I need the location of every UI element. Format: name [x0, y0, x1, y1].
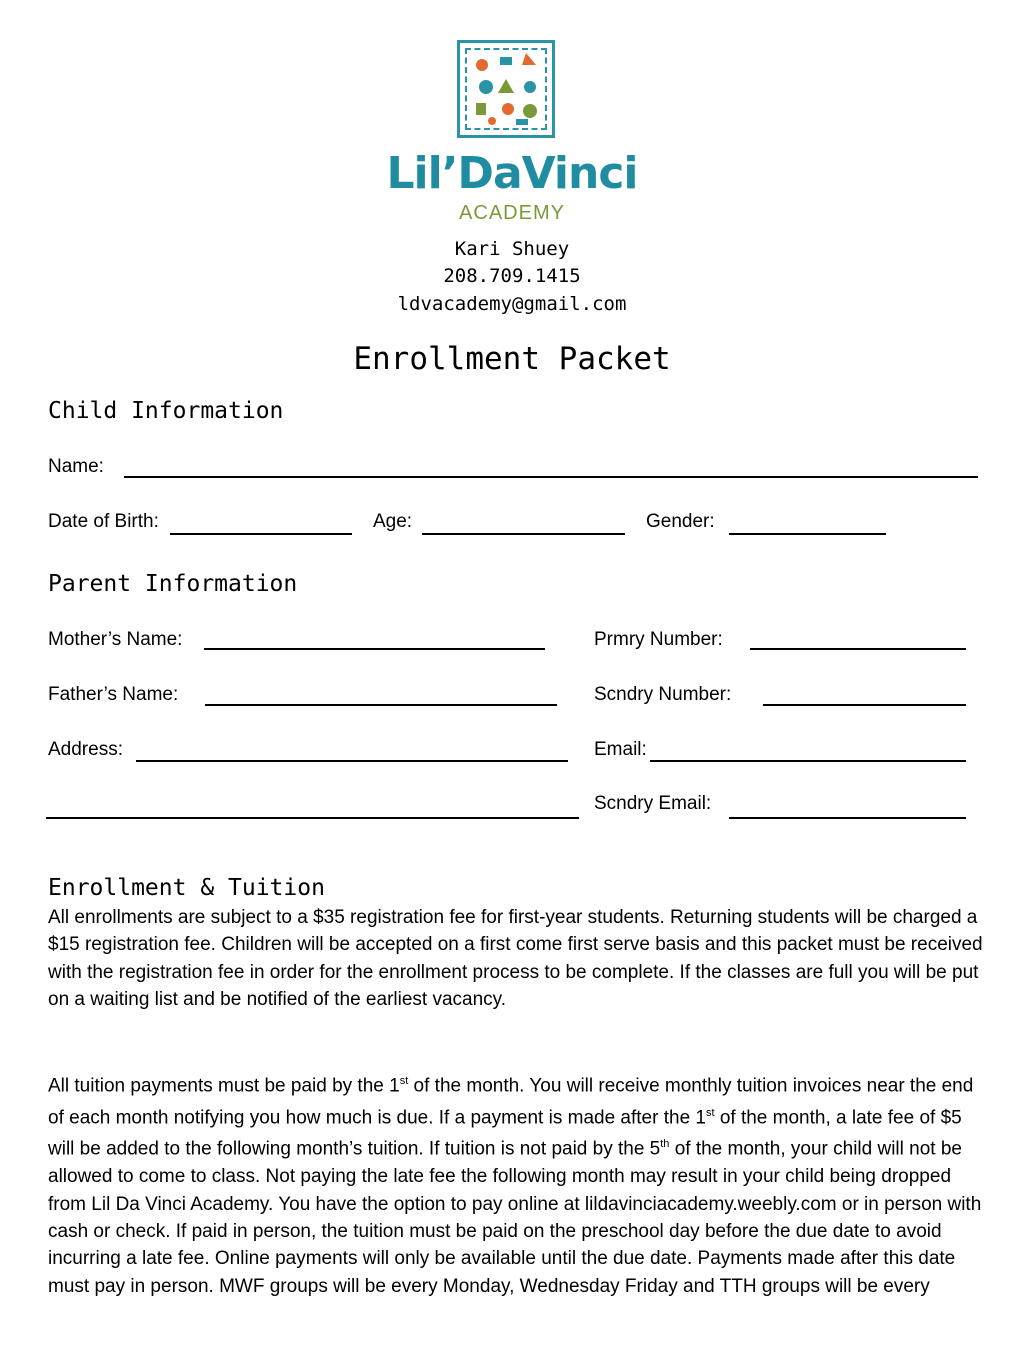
- tuition-heading: Enrollment & Tuition: [48, 875, 325, 901]
- contact-email: ldvacademy@gmail.com: [397, 293, 627, 315]
- email-label: Email:: [594, 739, 647, 760]
- father-name-field[interactable]: [205, 704, 557, 706]
- name-field[interactable]: [124, 476, 978, 478]
- dob-field[interactable]: [170, 533, 352, 535]
- gender-field[interactable]: [729, 533, 886, 535]
- email-field[interactable]: [650, 760, 966, 762]
- academy-logo: [457, 40, 555, 138]
- contact-phone: 208.709.1415: [443, 265, 581, 287]
- parent-info-heading: Parent Information: [48, 571, 298, 597]
- page-title: Enrollment Packet: [353, 341, 671, 377]
- father-name-label: Father’s Name:: [48, 684, 179, 705]
- brand-subtitle: ACADEMY: [459, 202, 565, 224]
- name-label: Name:: [48, 456, 104, 477]
- address-line-2-field[interactable]: [46, 817, 579, 819]
- prmry-number-field[interactable]: [750, 648, 966, 650]
- age-field[interactable]: [422, 533, 625, 535]
- gender-label: Gender:: [646, 511, 715, 532]
- dob-label: Date of Birth:: [48, 511, 159, 532]
- scndry-email-label: Scndry Email:: [594, 793, 712, 814]
- logo-illustrations-icon: [460, 43, 552, 135]
- brand-name: Lil’DaVinci: [386, 148, 638, 199]
- prmry-number-label: Prmry Number:: [594, 629, 723, 650]
- tuition-paragraph-2: All tuition payments must be paid by the 1st of the month. You will receive monthly tuition invoices near the end of each month notifying you how much is due. If a payment is made after the 1st of the month, a late fee of $5 will be added to the following month’s tuition. If tuition is not paid by the 5th of the month, your child will not be allowed to come to class. Not paying the late fee the following month may result in your child being dropped from Lil Da Vinci Academy. You have the option to pay online at lildavinciacademy.weebly.com or in person with cash or check. If paid in person, the tuition must be paid on the preschool day before the due date to avoid incurring a late fee. Online payments will only be available until the due date. Payments made after this date must pay in person. MWF groups will be every Monday, Wednesday Friday and TTH groups will be every: [48, 1075, 982, 1297]
- scndry-email-field[interactable]: [729, 817, 966, 819]
- tuition-paragraph-1: All enrollments are subject to a $35 registration fee for first-year students. Returning students will be charged a $15 registration fee. Children will be accepted on a first come first serve basis and this packet must be received with the registration fee in order for the enrollment process to be complete. If the classes are full you will be put on a waiting list and be notified of the earliest vacancy.: [48, 907, 983, 1011]
- address-label: Address:: [48, 739, 123, 760]
- scndry-number-field[interactable]: [763, 704, 966, 706]
- mother-name-field[interactable]: [204, 648, 545, 650]
- mother-name-label: Mother’s Name:: [48, 629, 183, 650]
- address-field[interactable]: [136, 760, 568, 762]
- scndry-number-label: Scndry Number:: [594, 684, 732, 705]
- contact-name: Kari Shuey: [454, 238, 570, 260]
- age-label: Age:: [373, 511, 413, 532]
- child-info-heading: Child Information: [48, 398, 284, 424]
